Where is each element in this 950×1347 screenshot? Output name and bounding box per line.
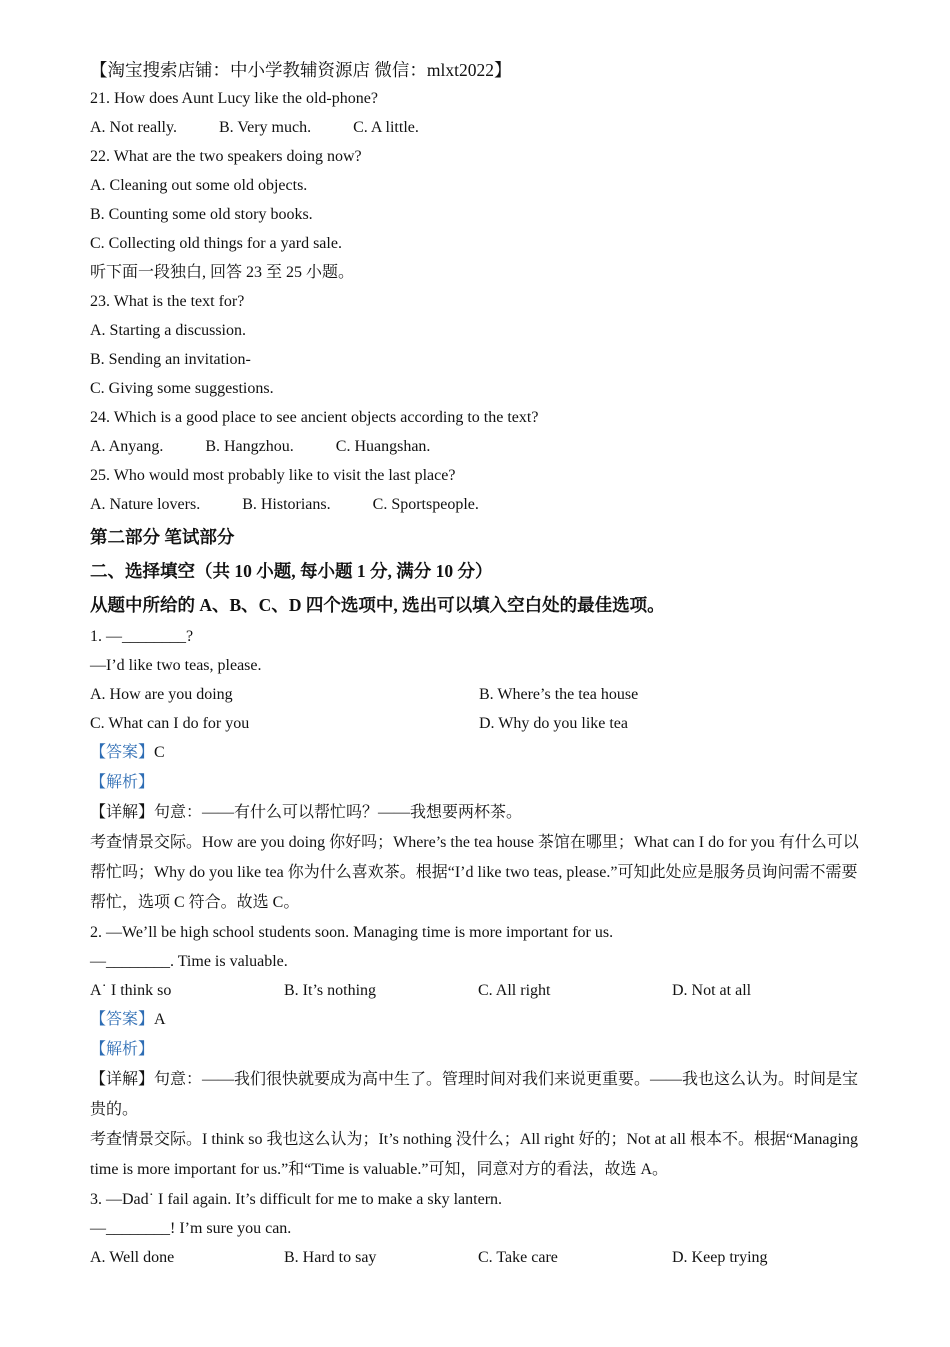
part2-title: 第二部分 笔试部分 [90, 527, 235, 547]
question-1-stem: 1. —________? [90, 628, 194, 645]
option-d: D. Keep trying [672, 1249, 768, 1266]
option-a: A˙ I think so [90, 982, 172, 999]
option-b: B. Counting some old story books. [90, 206, 313, 223]
analysis-label: 【解析】 [90, 1041, 155, 1058]
option-a: A. Well done [90, 1249, 175, 1266]
section-title: 二、选择填空（共 10 小题, 每小题 1 分, 满分 10 分） [90, 561, 493, 581]
option-c: C. A little. [353, 119, 419, 136]
question-23: 23. What is the text for? [90, 293, 245, 310]
option-a: A. Not really. [90, 119, 177, 136]
question-1-reply: —I’d like two teas, please. [90, 657, 262, 674]
option-a: A. How are you doing [90, 686, 233, 703]
answer-1 [90, 738, 870, 768]
question-2-stem: 2. —We’ll be high school students soon. Managing time is more important for us. [90, 924, 614, 941]
option-a: A. Starting a discussion. [90, 322, 246, 339]
answer-value: A [154, 1011, 166, 1028]
option-b: B. Hard to say [284, 1249, 377, 1266]
option-c: C. Huangshan. [335, 438, 431, 455]
explanation-1: 考查情景交际。How are you doing 你好吗；Where’s the tea house 茶馆在哪里；What can I do for you 有什么可以帮忙吗；Why do you like tea 你为什么喜欢茶。根据“I’d like two teas, please.”可知此处应是服务员询问需不需要帮忙，选项 C 符合。故选 C。 [90, 834, 859, 911]
section-instruction: 从题中所给的 A、B、C、D 四个选项中, 选出可以填入空白处的最佳选项。 [90, 595, 665, 615]
detail-2: 【详解】句意：——我们很快就要成为高中生了。管理时间对我们来说更重要。——我也这么认为。时间是宝贵的。 [90, 1071, 859, 1118]
option-d: D. Why do you like tea [479, 715, 629, 732]
listening-instruction: 听下面一段独白, 回答 23 至 25 小题。 [90, 264, 355, 281]
explanation-2: 考查情景交际。I think so 我也这么认为；It’s nothing 没什么；All right 好的；Not at all 根本不。根据“Managing time is more important for us.”和“Time is valuable.”可知，同意对方的看法，故选 A。 [90, 1131, 858, 1178]
options-21 [90, 113, 870, 142]
options-1 [90, 680, 870, 738]
option-c: C. Take care [478, 1249, 558, 1266]
answer-2 [90, 1005, 870, 1035]
analysis-label: 【解析】 [90, 774, 155, 791]
question-3-reply: —________! I’m sure you can. [90, 1220, 292, 1237]
question-21: 21. How does Aunt Lucy like the old-phone? [90, 90, 378, 107]
question-24: 24. Which is a good place to see ancient objects according to the text? [90, 409, 539, 426]
option-a: A. Nature lovers. [90, 496, 201, 513]
option-c: C. All right [478, 982, 551, 999]
options-25 [90, 490, 870, 519]
option-c: C. Collecting old things for a yard sale. [90, 235, 342, 252]
option-c: C. Sportspeople. [372, 496, 479, 513]
option-b: B. Sending an invitation- [90, 351, 251, 368]
answer-label: 【答案】 [90, 1011, 155, 1028]
question-3-stem: 3. —Dad˙ I fail again. It’s difficult for me to make a sky lantern. [90, 1191, 503, 1208]
answer-label: 【答案】 [90, 744, 155, 761]
option-b: B. It’s nothing [284, 982, 377, 999]
options-3 [90, 1243, 870, 1272]
question-2-reply: —________. Time is valuable. [90, 953, 288, 970]
option-a: A. Anyang. [90, 438, 164, 455]
option-b: B. Very much. [218, 119, 312, 136]
document-page [90, 56, 870, 1272]
shop-header: 【淘宝搜索店铺：中小学教辅资源店 微信：mlxt2022】 [90, 60, 512, 80]
question-25: 25. Who would most probably like to visit the last place? [90, 467, 456, 484]
options-24 [90, 432, 870, 461]
answer-value: C [154, 744, 165, 761]
option-a: A. Cleaning out some old objects. [90, 177, 308, 194]
detail-1: 【详解】句意：——有什么可以帮忙吗？——我想要两杯茶。 [90, 804, 523, 821]
question-22: 22. What are the two speakers doing now? [90, 148, 362, 165]
option-b: B. Where’s the tea house [479, 686, 639, 703]
option-b: B. Historians. [242, 496, 331, 513]
option-c: C. What can I do for you [90, 715, 250, 732]
option-c: C. Giving some suggestions. [90, 380, 274, 397]
options-2 [90, 976, 870, 1005]
option-b: B. Hangzhou. [205, 438, 294, 455]
option-d: D. Not at all [672, 982, 752, 999]
